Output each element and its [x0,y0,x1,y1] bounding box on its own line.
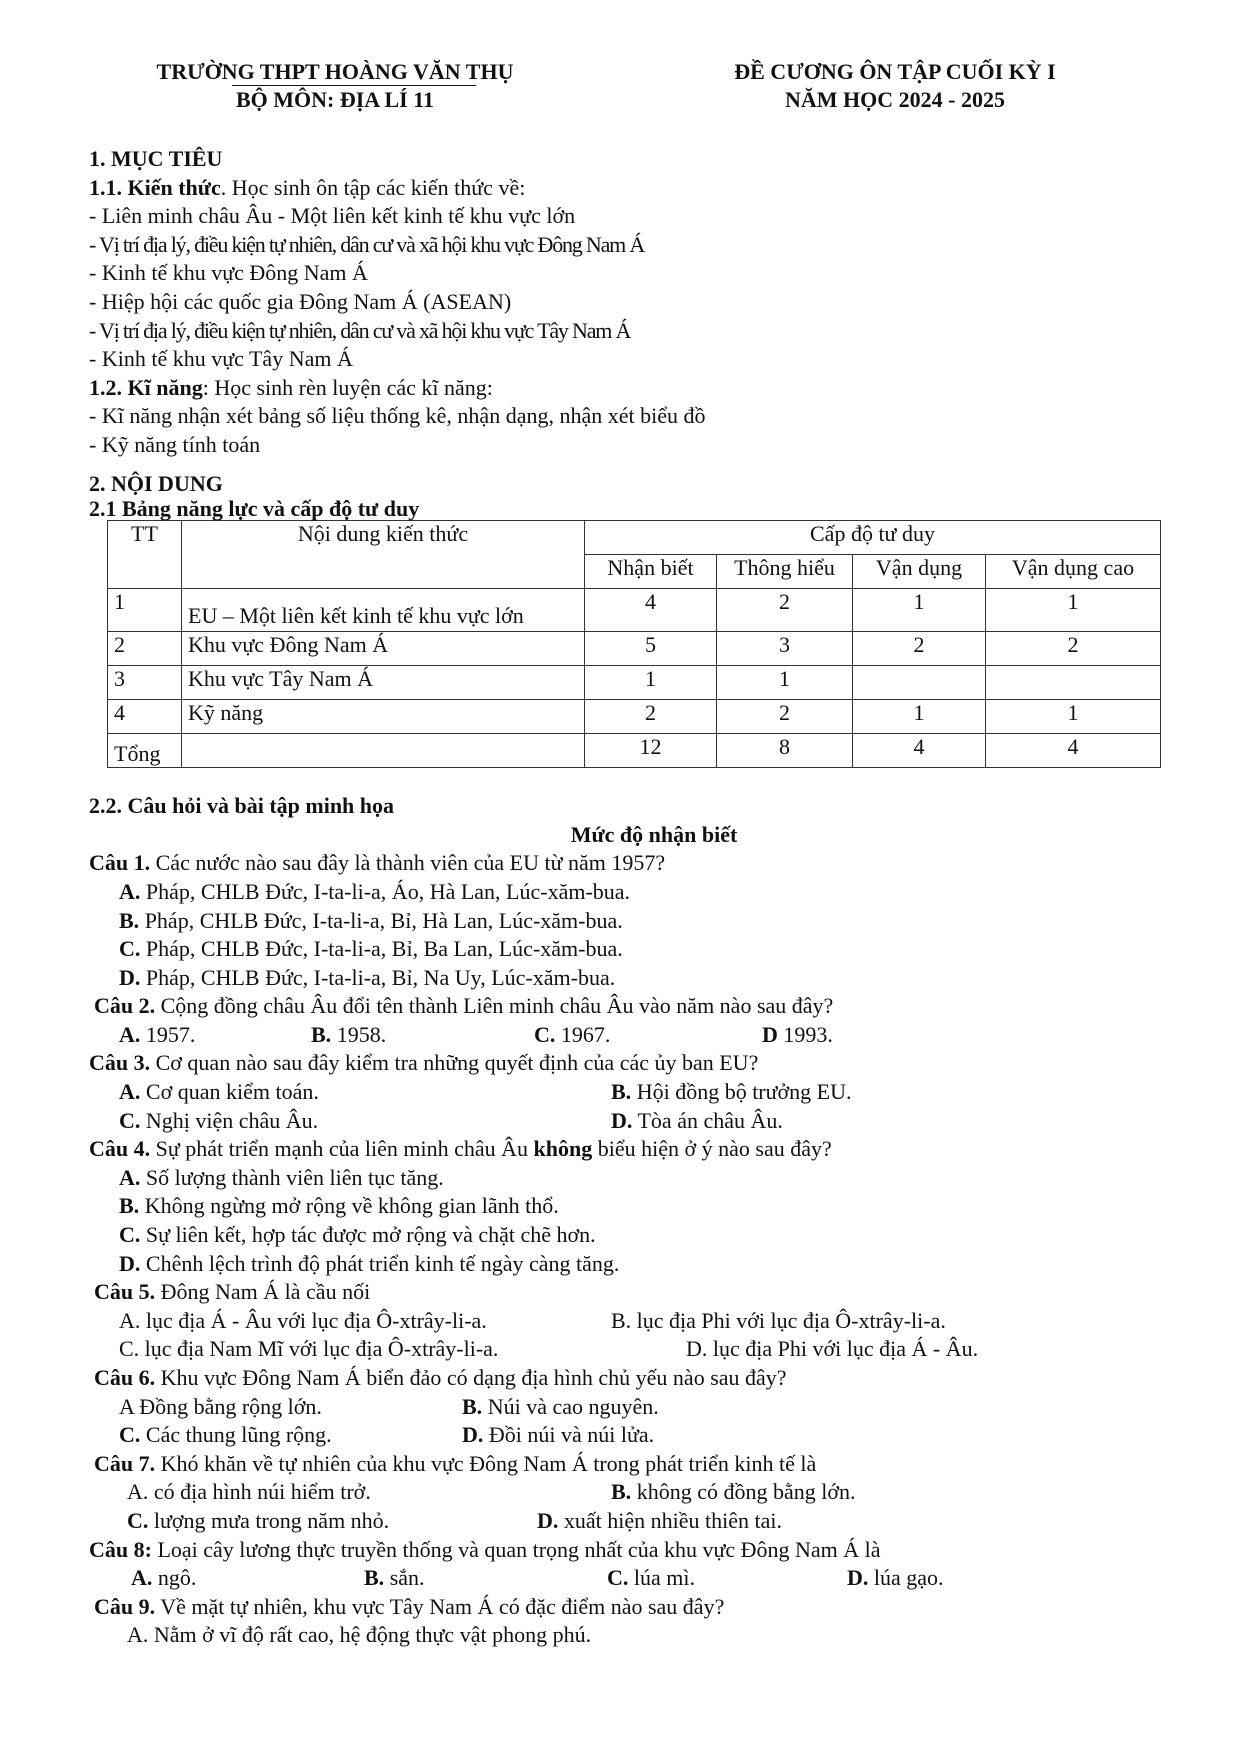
header-tt: TT [108,521,182,589]
table-header-row [108,521,1161,555]
header-level: Vận dụng [853,555,986,589]
header-left [100,58,570,114]
header-level: Thông hiểu [717,555,853,589]
level-title: Mức độ nhận biết [570,821,738,847]
header-content: Nội dung kiến thức [182,521,585,589]
question-7 [89,1450,1169,1479]
knowledge-item: - Kinh tế khu vực Đông Nam Á [89,260,368,286]
option-letter: A [119,1393,134,1419]
answer-option [611,1478,855,1507]
option-text: lúa mì. [628,1565,695,1591]
option-letter: B. [462,1393,483,1419]
option-text: Không ngừng mở rộng về không gian lãnh thổ. [139,1193,559,1219]
answer-option [462,1421,654,1450]
option-text: lúa gạo. [868,1565,944,1591]
cell-tt: 2 [108,632,182,666]
answer-row [89,1307,1169,1336]
answer-option [462,1393,659,1422]
answer-option [89,1164,1169,1193]
skills-label: 1.2. Kĩ năng [89,374,203,400]
cell-value: 4 [585,589,717,632]
table-row [108,589,1161,632]
question-4 [89,1135,1169,1164]
question-label: Câu 2. [94,993,156,1019]
answer-option [131,1564,196,1593]
question-8 [89,1536,1169,1565]
competency-table [107,520,1161,768]
option-letter: B. [119,1193,140,1219]
cell-total: 8 [717,734,853,768]
school-year: NĂM HỌC 2024 - 2025 [785,87,1005,112]
question-label: Câu 6. [94,1365,156,1390]
table-row [108,666,1161,700]
answer-row [89,1078,1169,1107]
question-5 [89,1278,1169,1307]
option-text: 1957. [140,1021,196,1047]
option-letter: C. [119,1422,141,1448]
cell-value [986,666,1161,700]
question-text: Khó khăn về tự nhiên của khu vực Đông Nam Á trong phát triển kinh tế là [155,1450,817,1476]
option-text: Đồi núi và núi lửa. [483,1422,655,1448]
document-title: ĐỀ CƯƠNG ÔN TẬP CUỐI KỲ I [734,59,1056,84]
answer-option: A. lục địa Á - Âu với lục địa Ô-xtrây-li-a. [119,1307,487,1333]
cell-tt: 3 [108,666,182,700]
option-letter: A. [119,1079,141,1105]
option-text: Đồng bằng rộng lớn. [133,1393,322,1419]
option-text: xuất hiện nhiều thiên tai. [558,1507,782,1533]
answer-option: C. lục địa Nam Mĩ với lục địa Ô-xtrây-li-a. [119,1336,499,1362]
answer-option [364,1564,425,1593]
header-right [665,58,1125,114]
answer-option [119,1421,332,1450]
option-text: 1958. [331,1021,387,1047]
skill-item: - Kĩ năng nhận xét bảng số liệu thống kê, nhận dạng, nhận xét biểu đồ [89,403,706,429]
option-letter: C. [119,1222,141,1248]
cell-value: 2 [717,700,853,734]
option-text: sắn. [384,1565,425,1591]
question-text: Cộng đồng châu Âu đổi tên thành Liên minh châu Âu vào năm nào sau đây? [155,993,834,1019]
answer-option [89,964,1169,993]
answer-row [89,1507,1169,1536]
option-text: Núi và cao nguyên. [482,1393,659,1419]
cell-content: Kỹ năng [182,700,585,734]
answer-option [607,1564,695,1593]
cell-content: Khu vực Tây Nam Á [182,666,585,700]
header-levels: Cấp độ tư duy [585,521,1161,555]
option-text: Các thung lũng rộng. [140,1422,332,1448]
cell-value [853,666,986,700]
department-name: BỘ MÔN: ĐỊA LÍ 11 [235,87,435,112]
cell-value: 5 [585,632,717,666]
question-1 [89,849,1169,878]
question-label: Câu 8: [89,1536,152,1562]
option-letter: A [127,1479,143,1505]
skills-intro [89,374,1169,403]
answer-option [89,1250,1169,1279]
question-6 [89,1364,1169,1393]
skills-text: : Học sinh rèn luyện các kĩ năng: [202,374,493,400]
question-text: Đông Nam Á là cầu nối [155,1279,371,1305]
option-text: Hội đồng bộ trưởng EU. [631,1079,852,1105]
answer-row [89,1393,1169,1422]
option-text: lượng mưa trong năm nhỏ. [148,1507,390,1533]
knowledge-item: - Liên minh châu Âu - Một liên kết kinh tế khu vực lớn [89,203,576,229]
option-letter: C. [607,1565,629,1591]
option-letter: B. [364,1565,385,1591]
cell-content: Khu vực Đông Nam Á [182,632,585,666]
option-text: Cơ quan kiểm toán. [140,1079,319,1105]
question-text: Các nước nào sau đây là thành viên của EU từ năm 1957? [150,850,666,876]
header-underline [232,85,476,86]
question-9 [89,1593,1169,1622]
answer-option [611,1107,783,1136]
answer-option [611,1078,852,1107]
option-letter: D. [119,964,141,990]
option-letter: A [127,1622,143,1648]
option-text: có địa hình núi hiểm trở. [148,1479,371,1505]
answer-option [89,935,1169,964]
cell-value: 1 [717,666,853,700]
answer-option [311,1021,386,1050]
option-letter: C. [119,936,141,962]
option-text: Sự liên kết, hợp tác được mở rộng và chặt chẽ hơn. [140,1222,596,1248]
answer-row [89,1621,1169,1650]
cell-value: 2 [986,632,1161,666]
skill-item: - Kỹ năng tính toán [89,431,261,457]
question-label: Câu 3. [89,1050,151,1076]
answer-option [119,1107,318,1136]
option-letter: D. [847,1565,869,1591]
cell-value: 1 [853,589,986,632]
option-text: 1967. [555,1021,611,1047]
question-text: Về mặt tự nhiên, khu vực Tây Nam Á có đặc điểm nào sau đây? [155,1593,725,1619]
option-letter: C. [534,1021,556,1047]
answer-option: D. lục địa Phi với lục địa Á - Âu. [686,1336,979,1362]
answer-option [762,1021,833,1050]
option-letter: C. [127,1507,149,1533]
option-text: Số lượng thành viên liên tục tăng. [140,1164,444,1190]
cell-empty [182,734,585,768]
question-emphasis: không [533,1136,593,1162]
knowledge-item: - Kinh tế khu vực Tây Nam Á [89,346,353,372]
answer-option [89,878,1169,907]
question-text: Loại cây lương thực truyền thống và quan trọng nhất của khu vực Đông Nam Á là [151,1536,881,1562]
question-label: Câu 7. [94,1450,156,1476]
cell-total: 12 [585,734,717,768]
question-2 [89,992,1169,1021]
option-letter: B. [611,1479,632,1505]
option-letter: D. [537,1507,559,1533]
answer-option [537,1507,782,1536]
answer-option [89,1221,1169,1250]
answer-option: A. có địa hình núi hiểm trở. [127,1479,371,1505]
section-heading-objectives: 1. MỤC TIÊU [89,146,223,171]
cell-total: 4 [853,734,986,768]
document-body [89,145,1169,1650]
option-letter: D. [462,1422,484,1448]
answer-row [89,1107,1169,1136]
answer-option [119,1078,319,1107]
question-text: biểu hiện ở ý nào sau đây? [592,1136,832,1162]
answer-option [89,907,1169,936]
cell-total-label: Tổng [108,734,182,768]
answer-row [89,1564,1169,1593]
cell-value: 1 [986,589,1161,632]
question-label: Câu 9. [94,1593,156,1619]
knowledge-label: 1.1. Kiến thức [89,174,221,200]
knowledge-text: . Học sinh ôn tập các kiến thức về: [220,174,526,200]
header-level: Nhận biết [585,555,717,589]
option-letter: A. [119,1164,141,1190]
answer-row [89,1421,1169,1450]
cell-value: 2 [585,700,717,734]
cell-value: 1 [986,700,1161,734]
option-text: Pháp, CHLB Đức, I-ta-li-a, Bỉ, Hà Lan, Lúc-xăm-bua. [144,907,623,933]
option-text: Pháp, CHLB Đức, I-ta-li-a, Bỉ, Ba Lan, Lúc-xăm-bua. [145,936,623,962]
cell-total: 4 [986,734,1161,768]
question-text: Sự phát triển mạnh của liên minh châu Âu [150,1136,534,1162]
knowledge-intro [89,174,1169,203]
option-letter: C. [119,1107,141,1133]
answer-option: A. Nằm ở vĩ độ rất cao, hệ động thực vật phong phú. [127,1622,592,1648]
cell-value: 2 [853,632,986,666]
cell-tt: 1 [108,589,182,632]
question-3 [89,1049,1169,1078]
option-letter: A. [119,878,141,904]
option-letter: B. [311,1021,332,1047]
questions-title: 2.2. Câu hỏi và bài tập minh họa [89,793,395,819]
answer-option: B. lục địa Phi với lục địa Ô-xtrây-li-a. [611,1307,946,1333]
option-text: Tòa án châu Âu. [632,1107,783,1133]
option-letter: A. [131,1565,153,1591]
section-heading-content: 2. NỘI DUNG [89,470,223,496]
option-letter: D [762,1021,778,1047]
option-text: ngô. [152,1565,197,1591]
table-row [108,632,1161,666]
answer-row [89,1021,1169,1050]
cell-value: 2 [717,589,853,632]
answer-option [119,1393,322,1422]
option-text: Nghị viện châu Âu. [140,1107,319,1133]
answer-option [119,1021,195,1050]
answer-option [534,1021,610,1050]
question-text: Cơ quan nào sau đây kiểm tra những quyết định của các ủy ban EU? [150,1050,759,1076]
cell-value: 1 [853,700,986,734]
header-level: Vận dụng cao [986,555,1161,589]
school-name: TRƯỜNG THPT HOÀNG VĂN THỤ [156,59,514,84]
answer-option [127,1507,389,1536]
cell-value: 3 [717,632,853,666]
answer-row [89,1478,1169,1507]
knowledge-item: - Vị trí địa lý, điều kiện tự nhiên, dân cư và xã hội khu vực Tây Nam Á [89,317,631,343]
option-letter: D. [119,1250,141,1276]
knowledge-item: - Hiệp hội các quốc gia Đông Nam Á (ASEAN) [89,288,512,314]
question-label: Câu 5. [94,1279,156,1305]
option-text: Pháp, CHLB Đức, I-ta-li-a, Bỉ, Na Uy, Lúc-xăm-bua. [145,964,616,990]
option-letter: A. [119,1021,141,1047]
option-letter: B. [611,1079,632,1105]
answer-option [89,1192,1169,1221]
cell-tt: 4 [108,700,182,734]
answer-option [847,1564,944,1593]
option-letter: D. [611,1107,633,1133]
question-label: Câu 4. [89,1136,151,1162]
question-label: Câu 1. [89,850,151,876]
option-letter: B. [119,907,140,933]
option-text: Nằm ở vĩ độ rất cao, hệ động thực vật phong phú. [148,1622,592,1648]
cell-content: EU – Một liên kết kinh tế khu vực lớn [182,589,585,632]
table-title: 2.1 Bảng năng lực và cấp độ tư duy [89,496,420,522]
question-text: Khu vực Đông Nam Á biển đảo có dạng địa hình chủ yếu nào sau đây? [155,1365,787,1390]
table-total-row [108,734,1161,768]
option-text: 1993. [777,1021,833,1047]
option-text: Pháp, CHLB Đức, I-ta-li-a, Áo, Hà Lan, Lúc-xăm-bua. [145,878,631,904]
answer-row [89,1335,1169,1364]
option-text: Chênh lệch trình độ phát triển kinh tế ngày càng tăng. [140,1250,620,1276]
cell-value: 1 [585,666,717,700]
option-text: không có đồng bằng lớn. [631,1479,856,1505]
knowledge-item: - Vị trí địa lý, điều kiện tự nhiên, dân cư và xã hội khu vực Đông Nam Á [89,231,645,257]
table-row [108,700,1161,734]
